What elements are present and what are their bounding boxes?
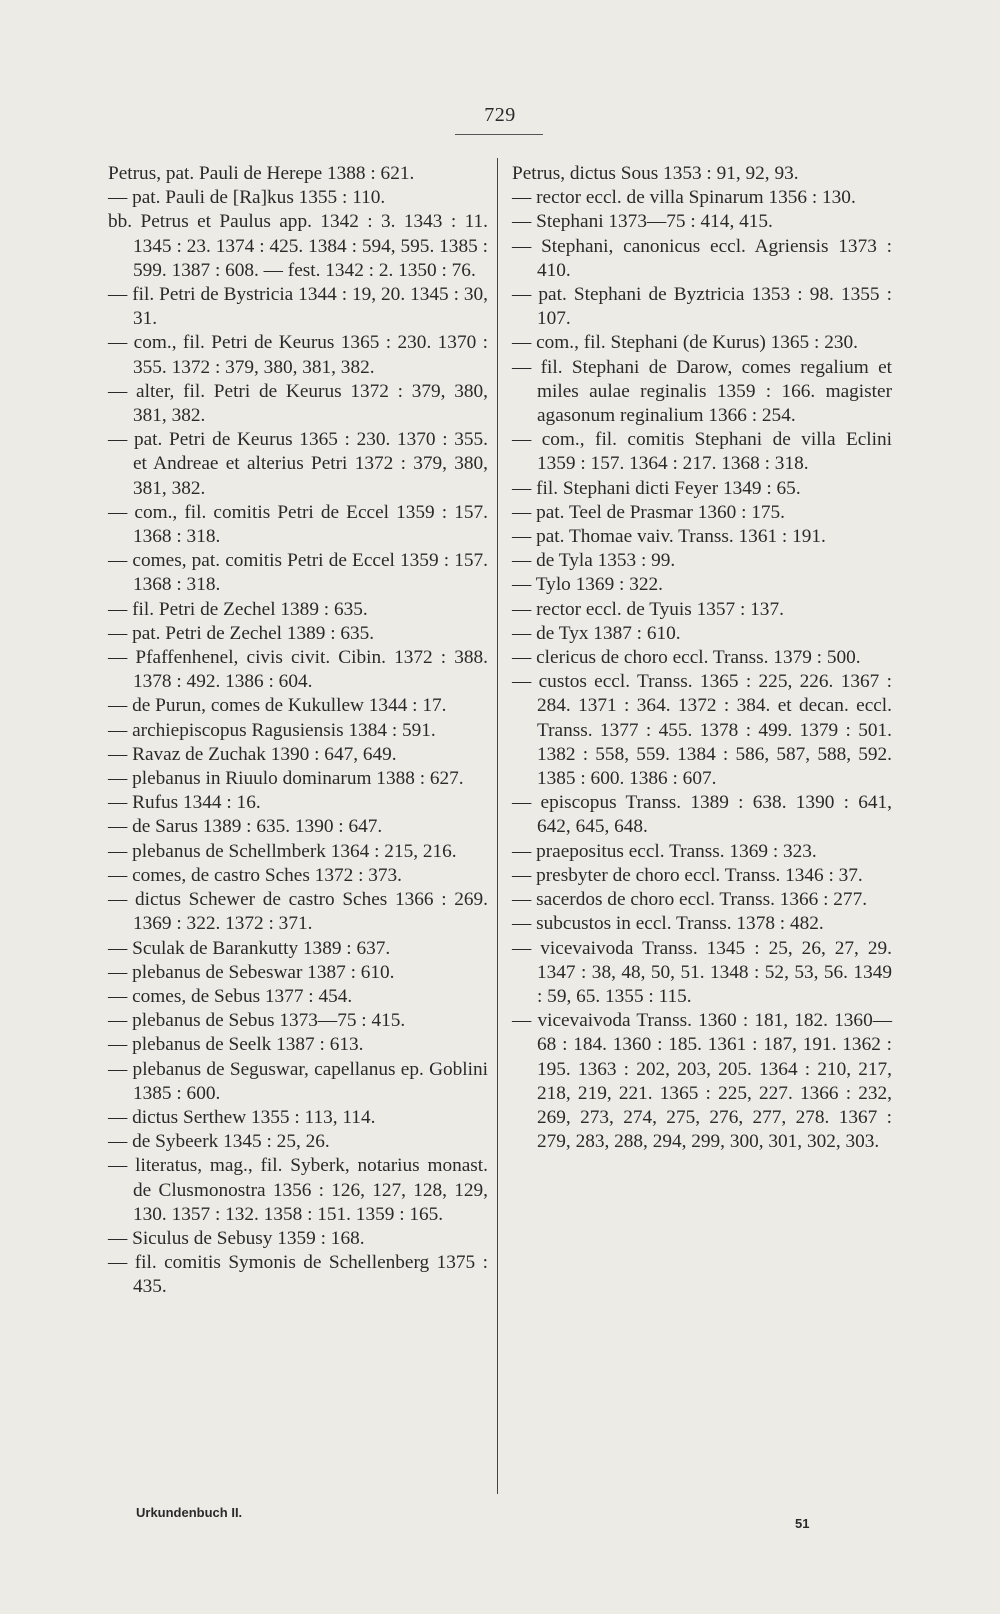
index-entry: — rector eccl. de villa Spinarum 1356 : 130. (512, 187, 856, 209)
index-entry: — fil. Petri de Zechel 1389 : 635. (108, 598, 368, 620)
index-entry: — praepositus eccl. Transs. 1369 : 323. (512, 840, 817, 862)
index-entry: — custos eccl. Transs. 1365 : 225, 226. 1367 : 284. 1371 : 364. 1372 : 384. et decan. eccl. Transs. 1377 : 455. 1378 : 499. 1379 : 501. 1382 : 558, 559. 1384 : 586, 587, 588, 592. 1385 : 600. 1386 : 607. (512, 671, 892, 790)
index-entry: — presbyter de choro eccl. Transs. 1346 : 37. (512, 864, 863, 886)
index-entry: — com., fil. comitis Stephani de villa Eclini 1359 : 157. 1364 : 217. 1368 : 318. (512, 429, 892, 475)
footer-signature-mark: 51 (795, 1516, 810, 1531)
index-entry: — comes, de castro Sches 1372 : 373. (108, 864, 402, 886)
index-entry: — episcopus Transs. 1389 : 638. 1390 : 641, 642, 645, 648. (512, 792, 892, 838)
header-rule (455, 134, 543, 135)
index-entry: — subcustos in eccl. Transs. 1378 : 482. (512, 913, 824, 935)
index-entry: — fil. Stephani dicti Feyer 1349 : 65. (512, 477, 801, 499)
index-entry: — pat. Teel de Prasmar 1360 : 175. (512, 501, 785, 523)
left-column (108, 162, 488, 1300)
index-entry: — com., fil. comitis Petri de Eccel 1359 : 157. 1368 : 318. (108, 501, 488, 548)
right-column (512, 162, 892, 1154)
index-entry: — Stephani 1373—75 : 414, 415. (512, 211, 773, 233)
index-entry: — Tylo 1369 : 322. (512, 574, 663, 596)
index-entry: — Siculus de Sebusy 1359 : 168. (108, 1227, 365, 1249)
index-entry: Petrus, pat. Pauli de Herepe 1388 : 621. (108, 163, 415, 184)
index-entry: — plebanus de Seguswar, capellanus ep. Goblini 1385 : 600. (108, 1058, 488, 1104)
index-entry: — clericus de choro eccl. Transs. 1379 : 500. (512, 647, 861, 669)
index-entry: — com., fil. Petri de Keurus 1365 : 230. 1370 : 355. 1372 : 379, 380, 381, 382. (108, 332, 488, 378)
index-entry: — de Tyx 1387 : 610. (512, 622, 681, 644)
column-divider (497, 158, 498, 1494)
index-entry: — literatus, mag., fil. Syberk, notarius monast. de Clusmonostra 1356 : 126, 127, 128, 129, 130. 1357 : 132. 1358 : 151. 1359 : 165. (108, 1155, 488, 1225)
index-entry: — alter, fil. Petri de Keurus 1372 : 379, 380, 381, 382. (108, 380, 488, 427)
index-entry: — plebanus de Seelk 1387 : 613. (108, 1034, 364, 1056)
index-entry: — Stephani, canonicus eccl. Agriensis 1373 : 410. (512, 235, 892, 281)
index-entry: — pat. Pauli de [Ra]kus 1355 : 110. (108, 187, 386, 209)
index-entry: — Sculak de Barankutty 1389 : 637. (108, 937, 391, 959)
index-entry: bb. Petrus et Paulus app. 1342 : 3. 1343 : 11. 1345 : 23. 1374 : 425. 1384 : 594, 595. 1385 : 599. 1387 : 608. — fest. 1342 : 2. 1350 : 76. (108, 211, 488, 281)
index-entry: — dictus Serthew 1355 : 113, 114. (108, 1106, 376, 1128)
index-entry: — vicevaivoda Transs. 1345 : 25, 26, 27, 29. 1347 : 38, 48, 50, 51. 1348 : 52, 53, 56. 1349 : 59, 65. 1355 : 115. (512, 937, 892, 1007)
index-entry: — Pfaffenhenel, civis civit. Cibin. 1372 : 388. 1378 : 492. 1386 : 604. (108, 647, 488, 693)
index-entry: — comes, pat. comitis Petri de Eccel 1359 : 157. 1368 : 318. (108, 550, 488, 596)
index-entry: — plebanus de Schellmberk 1364 : 215, 216. (108, 840, 457, 862)
index-entry: — comes, de Sebus 1377 : 454. (108, 985, 353, 1007)
index-entry: — de Tyla 1353 : 99. (512, 550, 676, 572)
index-entry: — archiepiscopus Ragusiensis 1384 : 591. (108, 719, 436, 741)
index-entry: — pat. Petri de Zechel 1389 : 635. (108, 622, 375, 644)
page-number: 729 (484, 104, 516, 126)
index-entry: — fil. Stephani de Darow, comes regalium et miles aulae reginalis 1359 : 166. magister agasonum reginalium 1366 : 254. (512, 356, 892, 427)
index-entry: — sacerdos de choro eccl. Transs. 1366 : 277. (512, 889, 868, 911)
index-entry: — vicevaivoda Transs. 1360 : 181, 182. 1360—68 : 184. 1360 : 185. 1361 : 187, 191. 1362 : 195. 1363 : 202, 203, 205. 1364 : 210, 217, 218, 219, 221. 1365 : 225, 227. 1366 : 232, 269, 273, 274, 275, 276, 277, 278. 1367 : 279, 283, 288, 294, 299, 300, 301, 302, 303. (512, 1010, 892, 1153)
index-entry: — fil. comitis Symonis de Schellenberg 1375 : 435. (108, 1252, 488, 1298)
index-entry: — plebanus de Sebeswar 1387 : 610. (108, 961, 395, 983)
index-entry: — pat. Thomae vaiv. Transs. 1361 : 191. (512, 526, 826, 548)
index-entry: — pat. Stephani de Byztricia 1353 : 98. 1355 : 107. (512, 284, 892, 330)
index-entry: — rector eccl. de Tyuis 1357 : 137. (512, 598, 784, 620)
index-entry: — de Purun, comes de Kukullew 1344 : 17. (108, 695, 447, 717)
index-entry: — plebanus de Sebus 1373—75 : 415. (108, 1010, 406, 1032)
index-entry: — dictus Schewer de castro Sches 1366 : 269. 1369 : 322. 1372 : 371. (108, 889, 488, 935)
index-entry: — de Sarus 1389 : 635. 1390 : 647. (108, 816, 383, 838)
index-entry: — plebanus in Riuulo dominarum 1388 : 627. (108, 768, 464, 790)
footer-volume-title: Urkundenbuch II. (136, 1505, 243, 1520)
index-entry: — pat. Petri de Keurus 1365 : 230. 1370 : 355. et Andreae et alterius Petri 1372 : 379, 380, 381, 382. (108, 429, 488, 499)
index-entry: — Ravaz de Zuchak 1390 : 647, 649. (108, 743, 397, 765)
index-entry: Petrus, dictus Sous 1353 : 91, 92, 93. (512, 163, 799, 184)
index-entry: — de Sybeerk 1345 : 25, 26. (108, 1131, 330, 1153)
index-entry: — Rufus 1344 : 16. (108, 792, 261, 814)
index-entry: — fil. Petri de Bystricia 1344 : 19, 20. 1345 : 30, 31. (108, 284, 488, 330)
index-entry: — com., fil. Stephani (de Kurus) 1365 : 230. (512, 332, 858, 354)
